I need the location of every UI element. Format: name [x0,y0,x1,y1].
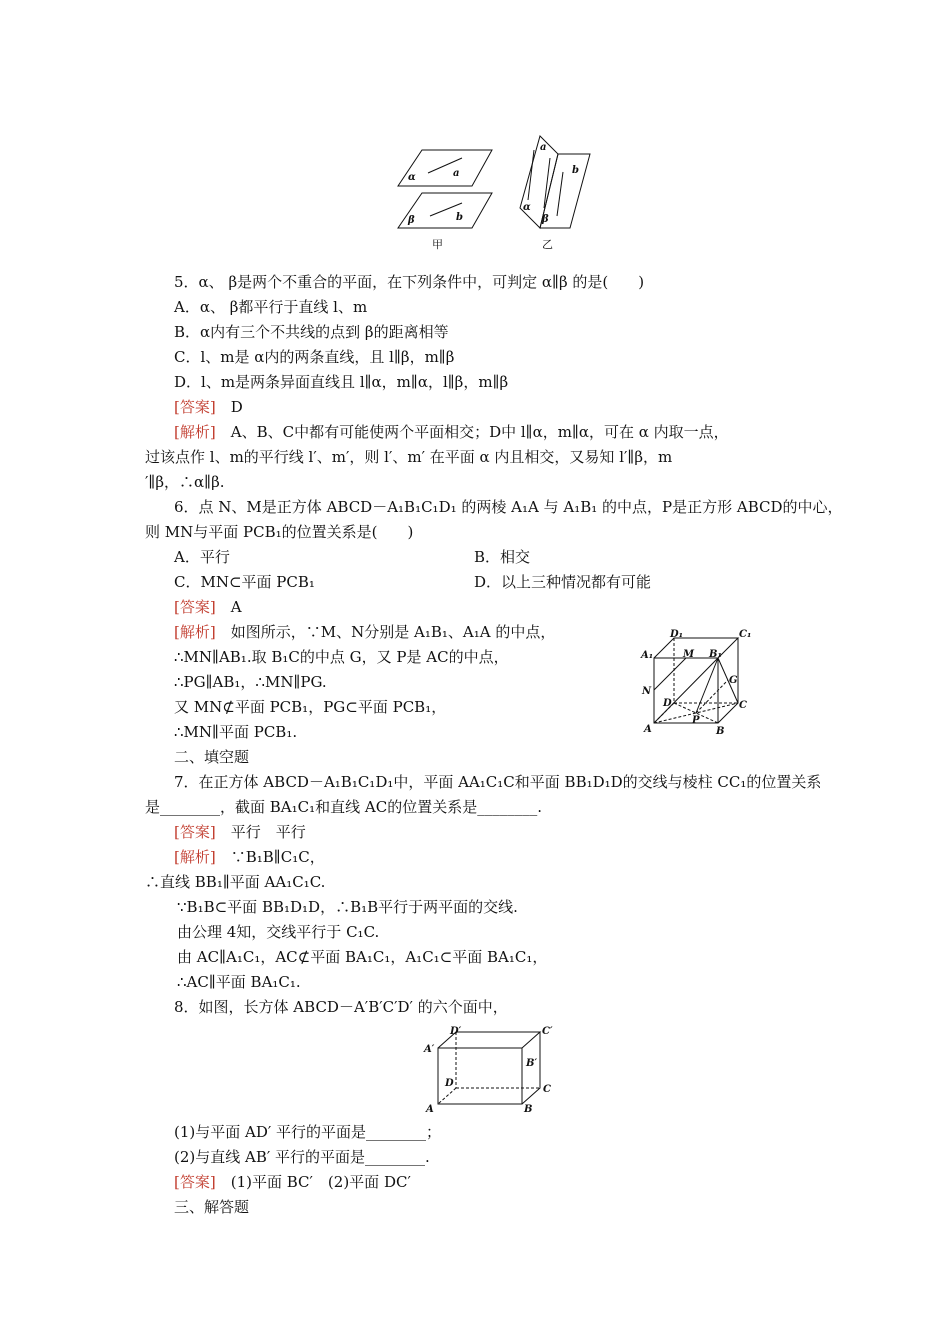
label-a-2: a [540,142,547,153]
label-alpha: α [408,172,416,183]
analysis-text: ∵B₁B∥C₁C， [230,848,325,866]
q5-analysis-3: ′∥β，∴α∥β. [145,473,225,491]
label-Bp: B′ [526,1058,538,1069]
answer-tag: [答案] [174,398,216,416]
q6-stem-2: 则 MN与平面 PCB₁的位置关系是( ) [145,523,414,541]
q5-option-d: D．l、m是两条异面直线且 l∥α，m∥α，l∥β，m∥β [174,373,509,391]
q7-analysis-6: ∴AC∥平面 BA₁C₁. [177,973,301,991]
q6-stem-1: 6．点 N、M是正方体 ABCD－A₁B₁C₁D₁ 的两棱 A₁A 与 A₁B₁ 的中点，P是正方形 ABCD的中心， [174,498,843,516]
caption-jia: 甲 [432,238,443,251]
analysis-tag: [解析] [174,423,216,441]
analysis-tag: [解析] [174,623,216,641]
q5-option-b: B．α内有三个不共线的点到 β的距离相等 [174,323,449,341]
q5-analysis-1 [174,422,729,442]
q6-analysis-1 [174,622,555,642]
answer-value: A [230,598,242,616]
q6-analysis-5: ∴MN∥平面 PCB₁. [174,723,298,741]
plane-alpha-2 [520,136,558,228]
answer-value: D [230,398,243,416]
label-A: A [426,1104,434,1115]
label-D: D [445,1078,454,1089]
label-B: B [716,726,725,737]
label-G: G [729,675,738,686]
answer-tag: [答案] [174,823,216,841]
label-D1: D₁ [670,629,684,640]
analysis-text: A、B、C中都有可能使两个平面相交；D中 l∥α，m∥α，可在 α 内取一点， [230,423,729,441]
label-alpha-2: α [523,202,531,213]
label-N: N [642,686,652,697]
label-a: a [453,168,460,179]
q6-option-d: D．以上三种情况都有可能 [474,573,652,591]
section-fill-in: 二、填空题 [174,748,250,766]
q5-option-a: A．α、 β都平行于直线 l、m [174,298,368,316]
q7-analysis-2: ∴直线 BB₁∥平面 AA₁C₁C. [145,873,326,891]
label-b: b [456,212,463,223]
box-figure [418,1024,568,1116]
q8-answer [174,1172,411,1192]
analysis-tag: [解析] [174,848,216,866]
answer-value: (1)平面 BC′ (2)平面 DC′ [230,1173,411,1191]
q5-analysis-2: 过该点作 l、m的平行线 l′、m′，则 l′、m′ 在平面 α 内且相交，又易知 l′∥β，m [145,448,673,466]
label-C1: C₁ [739,629,752,640]
q6-analysis-3: ∴PG∥AB₁，∴MN∥PG. [174,673,327,691]
q7-analysis-5: 由 AC∥A₁C₁，AC⊄平面 BA₁C₁，A₁C₁⊂平面 BA₁C₁， [177,948,548,966]
answer-tag: [答案] [174,1173,216,1191]
label-Ap: A′ [424,1044,435,1055]
label-C: C [739,700,747,711]
section-solutions: 三、解答题 [174,1198,250,1216]
analysis-text: 如图所示，∵M、N分别是 A₁B₁、A₁A 的中点， [230,623,556,641]
q6-analysis-2: ∴MN∥AB₁.取 B₁C的中点 G，又 P是 AC的中点， [174,648,509,666]
q6-option-b: B．相交 [474,548,531,566]
q6-analysis-4: 又 MN⊄平面 PCB₁，PG⊂平面 PCB₁， [174,698,447,716]
label-A1: A₁ [641,650,654,661]
q7-analysis-1 [174,847,325,867]
q8-item-2: (2)与直线 AB′ 平行的平面是________. [174,1148,430,1166]
q7-stem-2: 是________，截面 BA₁C₁和直线 AC的位置关系是________. [145,798,542,816]
q6-option-c: C．MN⊂平面 PCB₁ [174,573,315,591]
label-B1: B₁ [709,649,722,660]
q5-option-c: C．l、m是 α内的两条直线，且 l∥β，m∥β [174,348,455,366]
q5-stem: 5．α、 β是两个不重合的平面，在下列条件中，可判定 α∥β 的是( ) [174,273,645,291]
label-B: B [524,1104,533,1115]
label-P: P [692,715,700,726]
label-beta-2: β [542,214,549,225]
q7-stem-1: 7．在正方体 ABCD－A₁B₁C₁D₁中，平面 AA₁C₁C和平面 BB₁D₁D的交线与棱柱 CC₁的位置关系 [174,773,822,791]
answer-tag: [答案] [174,598,216,616]
cube-figure [638,628,758,740]
label-A: A [644,724,652,735]
answer-value: 平行 平行 [230,823,306,841]
q6-answer [174,597,242,617]
q7-analysis-3: ∵B₁B⊂平面 BB₁D₁D，∴B₁B平行于两平面的交线. [177,898,518,916]
q8-item-1: (1)与平面 AD′ 平行的平面是________； [174,1123,442,1141]
label-D: D [663,698,672,709]
q8-stem: 8．如图，长方体 ABCD－A′B′C′D′ 的六个面中， [174,998,508,1016]
caption-yi: 乙 [542,238,553,251]
planes-figure [390,128,600,256]
label-beta: β [408,215,415,226]
q7-analysis-4: 由公理 4知，交线平行于 C₁C. [177,923,380,941]
q6-option-a: A．平行 [174,548,230,566]
label-C: C [543,1084,551,1095]
q7-answer [174,822,306,842]
q5-answer [174,397,243,417]
label-M: M [683,649,695,660]
label-b-2: b [572,165,579,176]
label-Cp: C′ [542,1026,553,1037]
label-Dp: D′ [450,1026,462,1037]
